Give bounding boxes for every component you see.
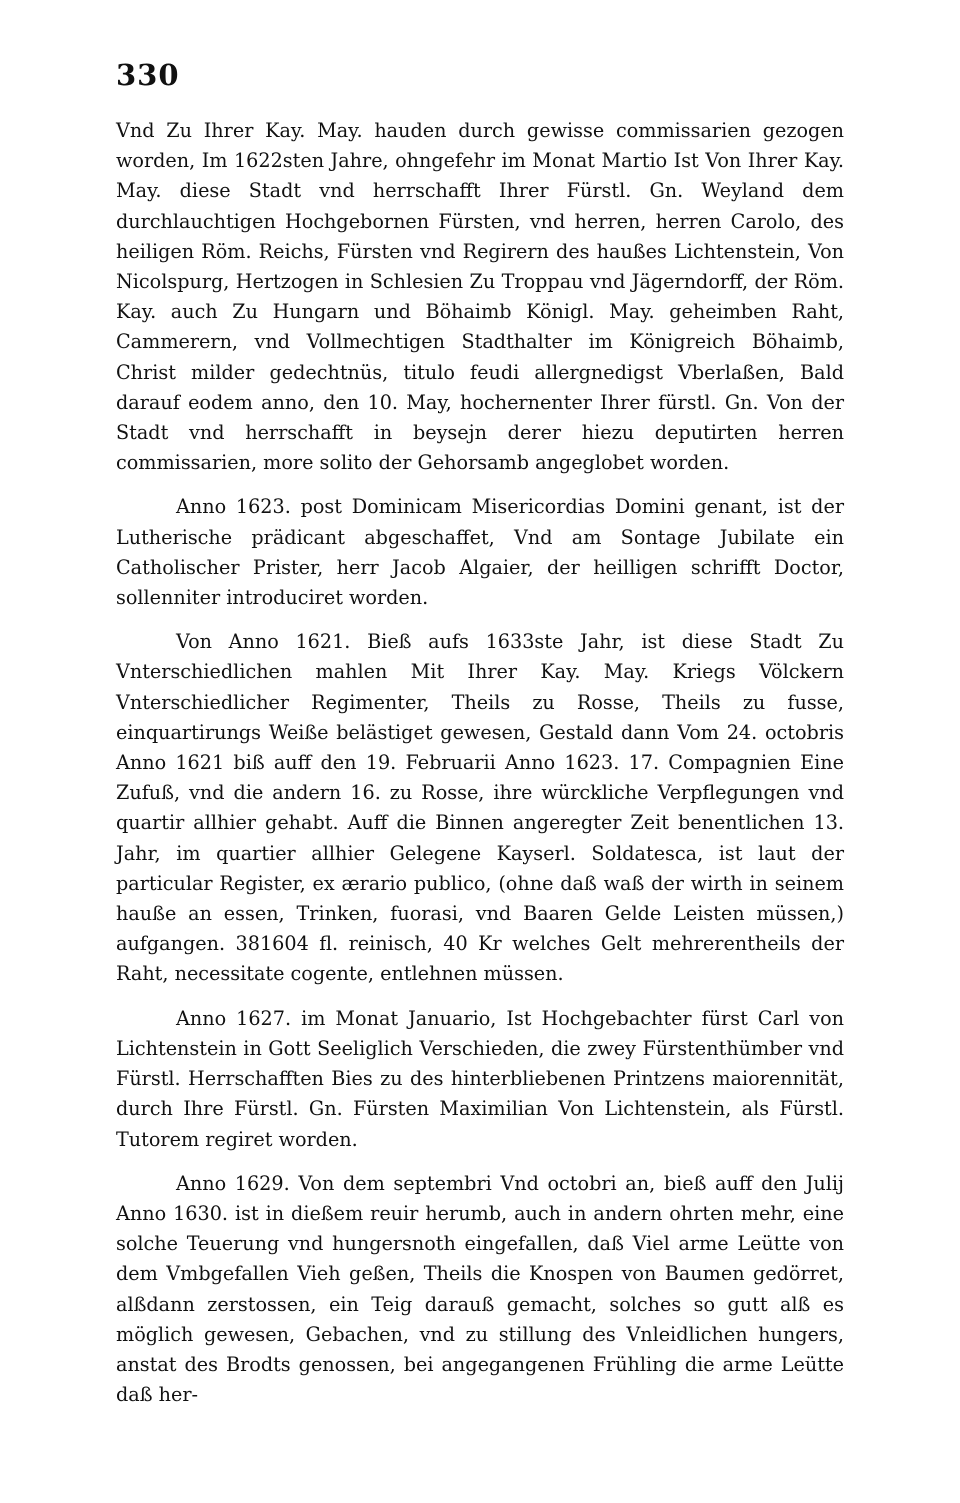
page-number: 330: [116, 58, 180, 92]
paragraph-5: Anno 1629. Von dem septembri Vnd octobri an, bieß auff den Julij Anno 1630. ist in dießem reuir herumb, auch in andern ohrten mehr, eine solche Teuerung vnd hungersnoth eingefallen, daß Viel arme Leütte von dem Vmbgefallen Vieh geßen, Theils die Knospen von Baumen gedörret, alßdann zerstossen, ein Teig darauß gemacht, solches so gutt alß es möglich gewesen, Gebachen, vnd zu stillung des Vnleidlichen hungers, anstat des Brodts genossen, bei angegangenen Frühling die arme Leütte daß her-: [116, 1171, 844, 1407]
paragraph-3: Von Anno 1621. Bieß aufs 1633ste Jahr, ist diese Stadt Zu Vnterschiedlichen mahlen Mit Ihrer Kay. May. Kriegs Völckern Vnterschiedlicher Regimenter, Theils zu Rosse, Theils zu fusse, einquartirungs Weiße belästiget gewesen, Gestald dann Vom 24. octobris Anno 1621 biß auff den 19. Februarii Anno 1623. 17. Compagnien Eine Zufuß, vnd die andern 16. zu Rosse, ihre würckliche Verpflegungen vnd quartir allhier gehabt. Auff die Binnen angeregter Zeit benentlichen 13. Jahr, im quartier allhier Gelegene Kayserl. Soldatesca, ist laut der particular Register, ex ærario publico, (ohne daß waß der wirth in seinem hauße an essen, Trinken, fuorasi, vnd Baaren Gelde Leisten müssen,) aufgangen. 381604 fl. reinisch, 40 Kr welches Gelt mehrerentheils der Raht, necessitate cogente, entlehnen müssen.: [116, 630, 844, 986]
paragraph-4: Anno 1627. im Monat Januario, Ist Hochgebachter fürst Carl von Lichtenstein in Gott Seeliglich Verschieden, die zwey Fürstenthümber vnd Fürstl. Herrschafften Bies zu des hinterbliebenen Printzens maiorennität, durch Ihre Fürstl. Gn. Fürsten Maximilian Von Lichtenstein, als Fürstl. Tutorem regiret worden.: [116, 1006, 844, 1151]
paragraph-2: Anno 1623. post Dominicam Misericordias Domini genant, ist der Lutherische prädicant abgeschaffet, Vnd am Sontage Jubilate ein Catholischer Prister, herr Jacob Algaier, der heilligen schrifft Doctor, sollenniter introduciret worden.: [116, 495, 844, 610]
paragraph-1: Vnd Zu Ihrer Kay. May. hauden durch gewisse commissarien gezogen worden, Im 1622sten Jahre, ohngefehr im Monat Martio Ist Von Ihrer Kay. May. diese Stadt vnd herrschafft Ihrer Fürstl. Gn. Weyland dem durchlauchtigen Hochgebornen Fürsten, vnd herren, herren Carolo, des heiligen Röm. Reichs, Fürsten vnd Regirern des haußes Lichtenstein, Von Nicolspurg, Hertzogen in Schlesien Zu Troppau vnd Jägerndorff, der Röm. Kay. auch Zu Hungarn und Böhaimb Königl. May. geheimben Raht, Cammerern, vnd Vollmechtigen Stadthalter im Königreich Böhaimb, Christ milder gedechtnüs, titulo feudi allergnedigst Vberlaßen, Bald darauf eodem anno, den 10. May, hochernenter Ihrer fürstl. Gn. Von der Stadt vnd herrschafft in beysejn derer hiezu deputirten herren commissarien, more solito der Gehorsamb angeglobet worden.: [116, 119, 844, 475]
body-text: [116, 116, 844, 1424]
